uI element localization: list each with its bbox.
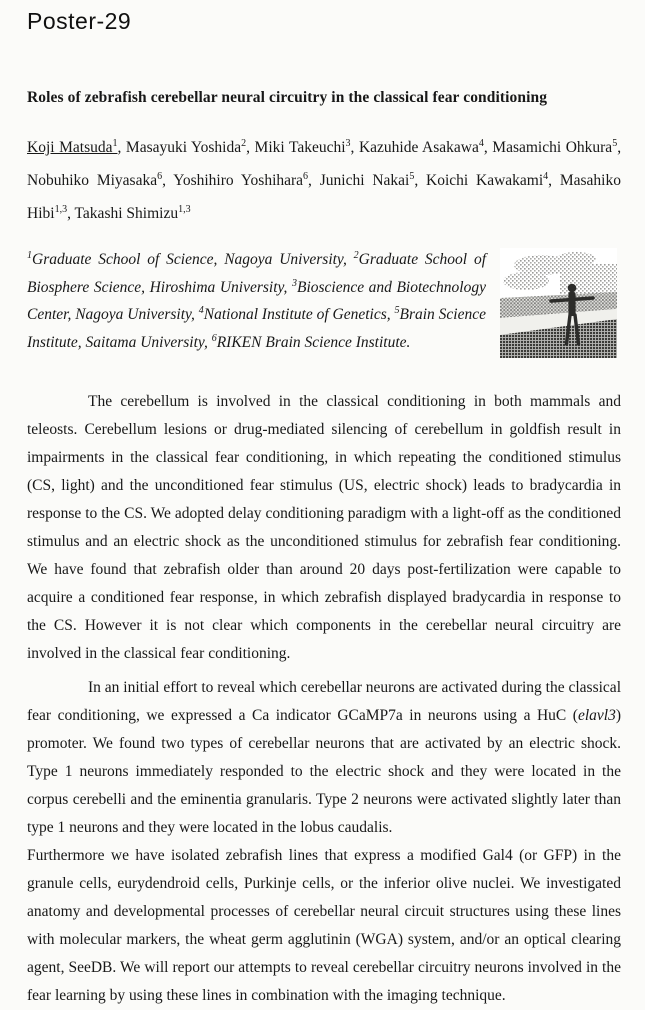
author: Nobuhiko Miyasaka$^6$ bbox=[27, 170, 163, 189]
author: Koji Matsuda$^1$ bbox=[27, 137, 118, 156]
author: Masayuki Yoshida$^2$ bbox=[125, 137, 247, 156]
abstract-title: Roles of zebrafish cerebellar neural circuitry in the classical fear conditioning bbox=[27, 89, 548, 106]
author: Masahiko Hibi$^{1,3}$ bbox=[27, 172, 621, 222]
affiliation-section bbox=[27, 246, 621, 364]
abstract-body bbox=[27, 388, 621, 1010]
poster-number-label: Poster-29 bbox=[27, 8, 132, 34]
author: Koichi Kawakami$^4$ bbox=[426, 170, 549, 189]
author: Kazuhide Asakawa$^4$ bbox=[358, 137, 484, 156]
body-paragraph: Furthermore we have isolated zebrafish lines that express a modified Gal4 (or GFP) in the granule cells, eurydendroid cells, Purkinje cells, or the inferior olive nuclei. We investigated anatomy and developmental processes of cerebellar neural circuit structures using these lines with molecular markers, the wheat germ agglutinin (WGA) system, and/or an optical clearing agent, SeeDB. We will report our attempts to reveal cerebellar circuitry neurons involved in the fear learning by using these lines in combination with the imaging technique. bbox=[27, 847, 621, 1004]
author: Takashi Shimizu$^{1,3}$ bbox=[74, 203, 191, 222]
author-list: Koji Matsuda$^1$, Masayuki Yoshida$^2$, Miki Takeuchi$^3$, Kazuhide Asakawa$^4$, Masamichi Ohkura$^5$, Nobuhiko Miyasaka$^6$, Yoshihiro Yoshihara$^6$, Junichi Nakai$^5$, Koichi Kawakami$^4$, Masahiko Hibi$^{1,3}$, Takashi Shimizu$^{1,3}$ bbox=[27, 137, 622, 222]
body-paragraph: The cerebellum is involved in the classical conditioning in both mammals and teleosts. Cerebellum lesions or drug-mediated silencing of cerebellum in goldfish result in impairments in the classical fear conditioning, in which repeating the conditioned stimulus (CS, light) and the unconditioned fear stimulus (US, electric shock) leads to bradycardia in response to the CS. We adopted delay conditioning paradigm with a light-off as the conditioned stimulus and an electric shock as the unconditioned stimulus for zebrafish fear conditioning. We have found that zebrafish older than around 20 days post-fertilization were capable to acquire a conditioned fear response, in which zebrafish displayed bradycardia in response to the CS. However it is not clear which components in the cerebellar neural circuitry are involved in the classical fear conditioning. bbox=[27, 393, 621, 662]
author: Yoshihiro Yoshihara$^6$ bbox=[173, 170, 309, 189]
author: Masamichi Ohkura$^5$ bbox=[492, 137, 618, 156]
person-with-outstretched-arms-field-photo bbox=[500, 248, 617, 358]
affiliation-list: $^1$Graduate School of Science, Nagoya University, $^2$Graduate School of Biosphere Science, Hiroshima University, $^3$Bioscience and Biotechnology Center, Nagoya University, $^4$National Institute of Genetics, $^5$Brain Science Institute, Saitama University, $^6$RIKEN Brain Science Institute. bbox=[27, 249, 487, 351]
author: Junichi Nakai$^5$ bbox=[319, 170, 415, 189]
body-paragraph: In an initial effort to reveal which cerebellar neurons are activated during the classical fear conditioning, we expressed a Ca indicator GCaMP7a in neurons using a HuC (elavl3) promoter. We found two types of cerebellar neurons that are activated by an electric shock. Type 1 neurons immediately responded to the electric shock and they were located in the corpus cerebelli and the eminentia granularis. Type 2 neurons were activated slightly later than type 1 neurons and they were located in the lobus caudalis. bbox=[27, 679, 621, 836]
author: Miki Takeuchi$^3$ bbox=[254, 137, 351, 156]
